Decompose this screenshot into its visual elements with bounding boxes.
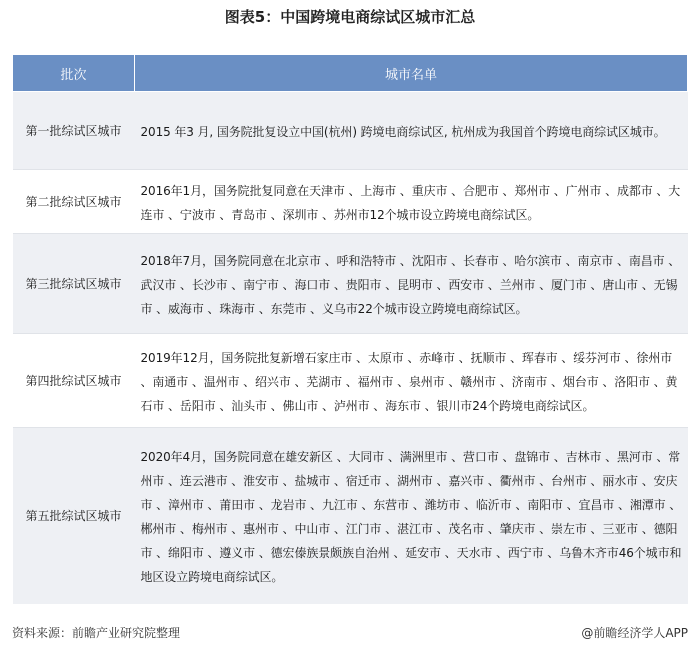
batch-cell: 第二批综试区城市: [13, 170, 135, 234]
table-row: [13, 234, 688, 334]
brand-credit: @前瞻经济学人APP: [581, 626, 688, 640]
cities-cell: 2019年12月，国务院批复新增石家庄市 、太原市 、赤峰市 、抚顺市 、珲春市 、绥芬河市 、徐州市 、南通市 、温州市 、绍兴市 、芜湖市 、福州市 、泉州市 、赣州市 、济南市 、烟台市 、洛阳市 、黄石市 、岳阳市 、汕头市 、佛山市 、泸州市 、海东市 、银川市24个跨境电商综试区。: [135, 334, 688, 428]
cities-cell: 2015 年3 月, 国务院批复设立中国(杭州) 跨境电商综试区, 杭州成为我国首个跨境电商综试区城市。: [135, 92, 688, 170]
chart-title: 图表5：中国跨境电商综试区城市汇总: [224, 8, 476, 26]
table-header-row: [13, 55, 688, 92]
header-batch: 批次: [13, 55, 135, 92]
cities-cell: 2016年1月，国务院批复同意在天津市 、上海市 、重庆市 、合肥市 、郑州市 、广州市 、成都市 、大连市 、宁波市 、青岛市 、深圳市 、苏州市12个城市设立跨境电商综试区。: [135, 170, 688, 234]
table-row: [13, 334, 688, 428]
table-row: [13, 92, 688, 170]
batch-cell: 第三批综试区城市: [13, 234, 135, 334]
batch-cell: 第四批综试区城市: [13, 334, 135, 428]
batch-cell: 第一批综试区城市: [13, 92, 135, 170]
table-row: [13, 170, 688, 234]
cities-cell: 2018年7月，国务院同意在北京市 、呼和浩特市 、沈阳市 、长春市 、哈尔滨市 、南京市 、南昌市 、武汉市 、长沙市 、南宁市 、海口市 、贵阳市 、昆明市 、西安市 、兰州市 、厦门市 、唐山市 、无锡市 、威海市 、珠海市 、东莞市 、义乌市22个城市设立跨境电商综试区。: [135, 234, 688, 334]
source-note: 资料来源：前瞻产业研究院整理: [12, 626, 181, 640]
batch-cell: 第五批综试区城市: [13, 428, 135, 604]
header-cities: 城市名单: [135, 55, 688, 92]
city-table: [12, 54, 688, 604]
table-row: [13, 428, 688, 604]
cities-cell: 2020年4月，国务院同意在雄安新区 、大同市 、满洲里市 、营口市 、盘锦市 、吉林市 、黑河市 、常州市 、连云港市 、淮安市 、盐城市 、宿迁市 、湖州市 、嘉兴市 、衢州市 、台州市 、丽水市 、安庆市 、漳州市 、莆田市 、龙岩市 、九江市 、东营市 、潍坊市 、临沂市 、南阳市 、宜昌市 、湘潭市 、郴州市 、梅州市 、惠州市 、中山市 、江门市 、湛江市 、茂名市 、肇庆市 、崇左市 、三亚市 、德阳市 、绵阳市 、遵义市 、德宏傣族景颇族自治州 、延安市 、天水市 、西宁市 、乌鲁木齐市46个城市和地区设立跨境电商综试区。: [135, 428, 688, 604]
